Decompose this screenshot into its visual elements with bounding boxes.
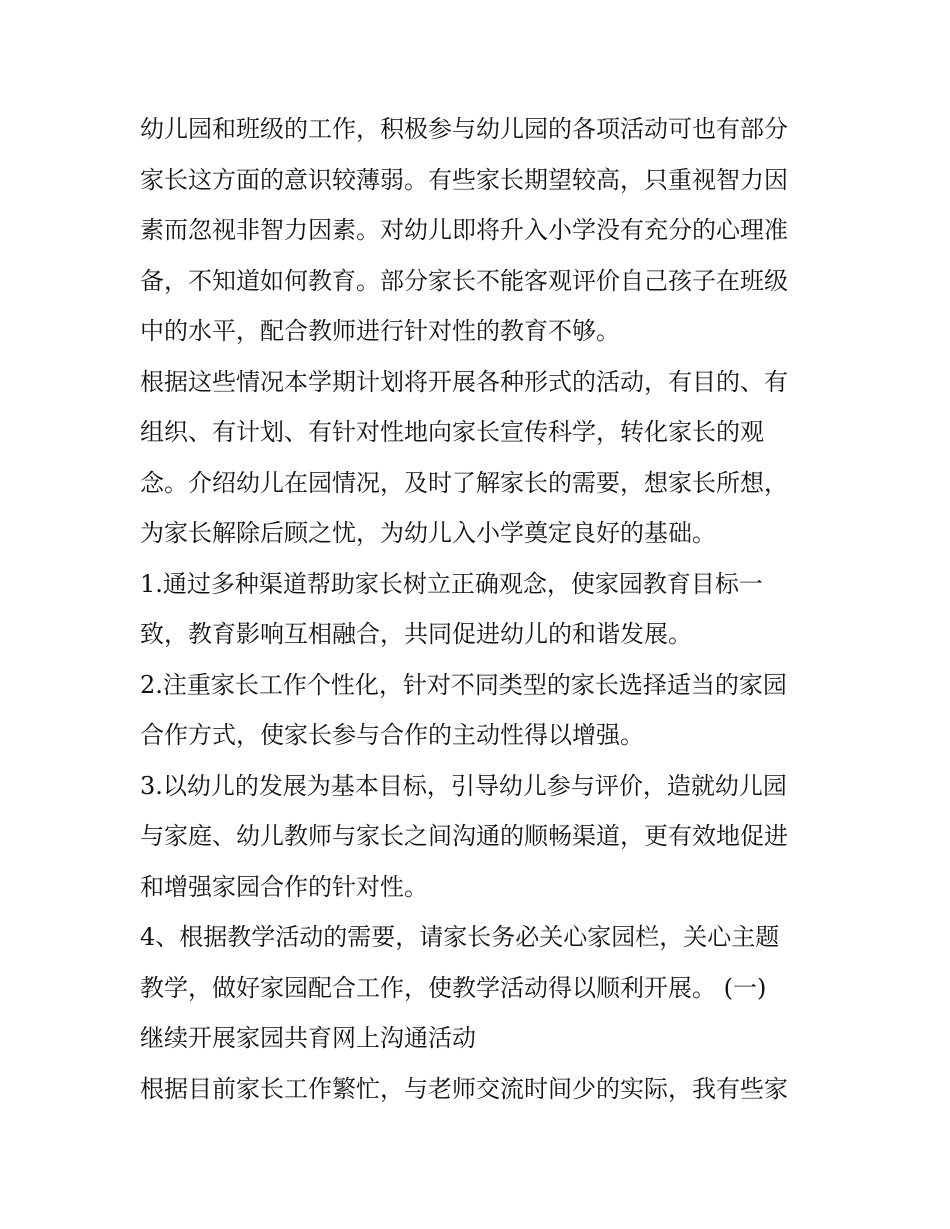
text-line: 4、根据教学活动的需要，请家长务必关心家园栏，关心主题: [140, 923, 780, 951]
text-line: 备，不知道如何教育。部分家长不能客观评价自己孩子在班级: [140, 266, 788, 295]
text-line: 教学，做好家园配合工作，使教学活动得以顺利开展。 (一): [140, 973, 767, 1002]
text-line: 为家长解除后顾之忧，为幼儿入小学奠定良好的基础。: [140, 519, 716, 547]
list-item-2: [140, 660, 830, 761]
paragraph-online-communication: [140, 1064, 830, 1115]
text-line: 根据这些情况本学期计划将开展各种形式的活动，有目的、有: [140, 367, 788, 396]
list-item-3: [140, 761, 830, 913]
text-line: 致，教育影响互相融合，共同促进幼儿的和谐发展。: [140, 620, 692, 648]
text-line: 合作方式，使家长参与合作的主动性得以增强。: [140, 721, 644, 749]
text-line: 念。介绍幼儿在园情况，及时了解家长的需要，想家长所想，: [140, 468, 788, 497]
section-heading: 继续开展家园共育网上沟通活动: [140, 1024, 476, 1052]
text-line: 中的水平，配合教师进行针对性的教育不够。: [140, 317, 620, 345]
text-line: 根据目前家长工作繁忙，与老师交流时间少的实际，我有些家: [140, 1074, 788, 1103]
text-line: 与家庭、幼儿教师与家长之间沟通的顺畅渠道，更有效地促进: [140, 822, 788, 850]
text-line: 家长这方面的意识较薄弱。有些家长期望较高，只重视智力因: [140, 165, 788, 194]
text-line: 素而忽视非智力因素。对幼儿即将升入小学没有充分的心理准: [140, 216, 788, 244]
text-line: 组织、有计划、有针对性地向家长宣传科学，转化家长的观: [140, 418, 764, 446]
text-line: 2.注重家长工作个性化，针对不同类型的家长选择适当的家园: [140, 670, 787, 699]
list-item-1: [140, 559, 830, 660]
text-line: 3.以幼儿的发展为基本目标，引导幼儿参与评价，造就幼儿园: [140, 771, 787, 800]
text-line: 1.通过多种渠道帮助家长树立正确观念，使家园教育目标一: [140, 569, 763, 598]
paragraph-semester-plan: [140, 357, 830, 559]
text-line: 和增强家园合作的针对性。: [140, 872, 428, 901]
document-body: [140, 104, 830, 1114]
list-item-4: [140, 912, 830, 1064]
paragraph-parent-awareness: [140, 104, 830, 357]
text-line: 幼儿园和班级的工作，积极参与幼儿园的各项活动可也有部分: [140, 115, 788, 143]
